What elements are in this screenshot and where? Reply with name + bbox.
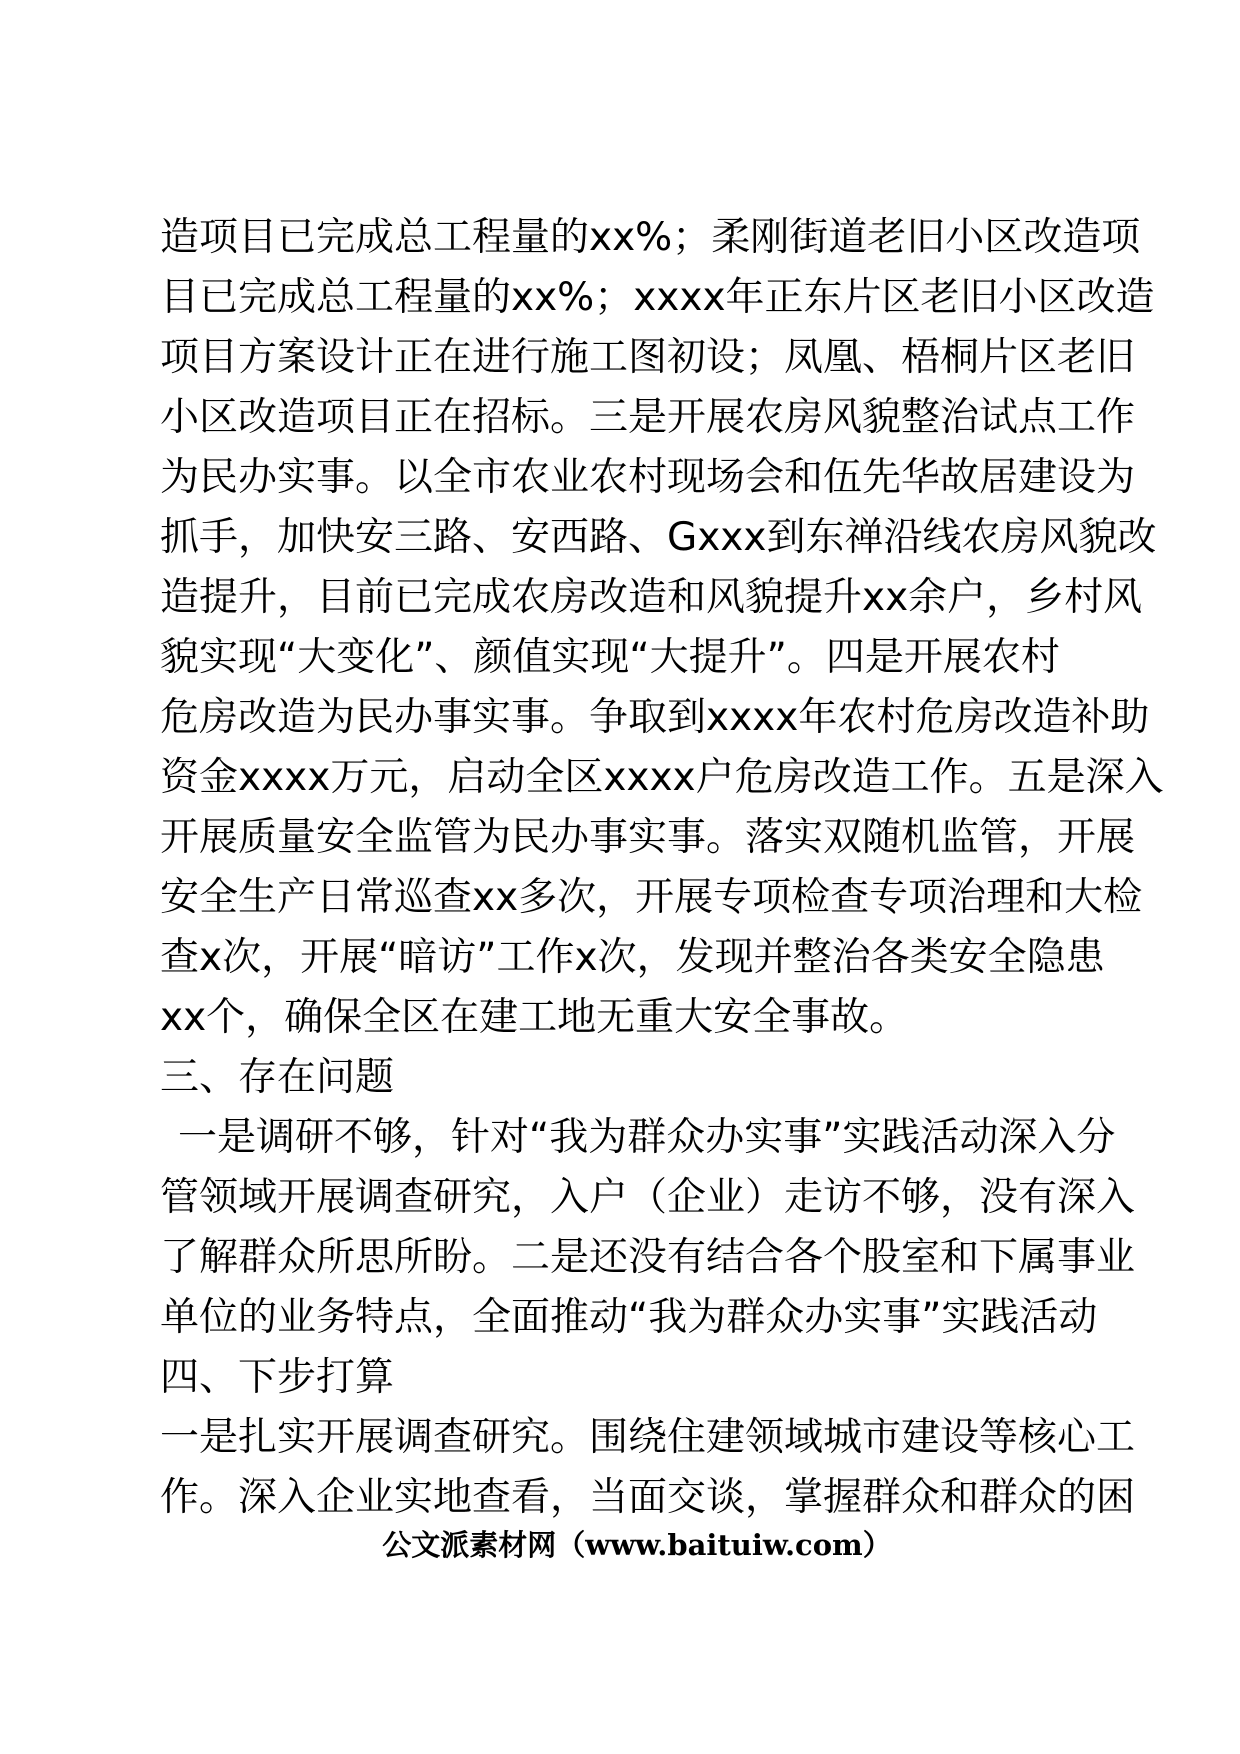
text-line: 为民办实事。以全市农业农村现场会和伍先华故居建设为 xyxy=(160,455,1136,500)
text-line: 了解群众所思所盼。二是还没有结合各个股室和下属事业 xyxy=(160,1235,1136,1280)
text-line: 造提升，目前已完成农房改造和风貌提升xx余户，乡村风 xyxy=(160,575,1143,620)
text-line: 造项目已完成总工程量的xx%；柔刚街道老旧小区改造项 xyxy=(160,215,1141,260)
text-line: 小区改造项目正在招标。三是开展农房风貌整治试点工作 xyxy=(160,395,1136,440)
text-line: 危房改造为民办事实事。争取到xxxx年农村危房改造补助 xyxy=(160,695,1150,740)
document-body xyxy=(160,208,1164,1528)
text-line: xx个，确保全区在建工地无重大安全事故。 xyxy=(160,995,909,1040)
text-line: 一是调研不够，针对“我为群众办实事”实践活动深入分 xyxy=(178,1115,1116,1160)
text-line: 单位的业务特点，全面推动“我为群众办实事”实践活动 xyxy=(160,1295,1098,1340)
text-line: 查x次，开展“暗访”工作x次，发现并整治各类安全隐患 xyxy=(160,935,1105,980)
text-line: 安全生产日常巡查xx多次，开展专项检查专项治理和大检 xyxy=(160,875,1143,920)
footer-watermark-text: 公文派素材网（www.baituiw.com） xyxy=(382,1528,892,1562)
text-line: 貌实现“大变化”、颜值实现“大提升”。四是开展农村 xyxy=(160,635,1060,680)
text-line: 一是扎实开展调查研究。围绕住建领域城市建设等核心工 xyxy=(160,1415,1136,1460)
section-heading-next-steps: 四、下步打算 xyxy=(160,1355,395,1400)
text-line: 资金xxxx万元，启动全区xxxx户危房改造工作。五是深入 xyxy=(160,755,1164,800)
page-footer xyxy=(0,1525,1240,1565)
text-line: 作。深入企业实地查看，当面交谈，掌握群众和群众的困 xyxy=(160,1475,1136,1520)
text-line: 抓手，加快安三路、安西路、Gxxx到东禅沿线农房风貌改 xyxy=(160,515,1157,560)
text-line: 目已完成总工程量的xx%；xxxx年正东片区老旧小区改造 xyxy=(160,275,1155,320)
text-line: 开展质量安全监管为民办事实事。落实双随机监管，开展 xyxy=(160,815,1136,860)
text-line: 管领域开展调查研究，入户（企业）走访不够，没有深入 xyxy=(160,1175,1136,1220)
text-line: 项目方案设计正在进行施工图初设；凤凰、梧桐片区老旧 xyxy=(160,335,1136,380)
section-heading-problems: 三、存在问题 xyxy=(160,1055,395,1100)
